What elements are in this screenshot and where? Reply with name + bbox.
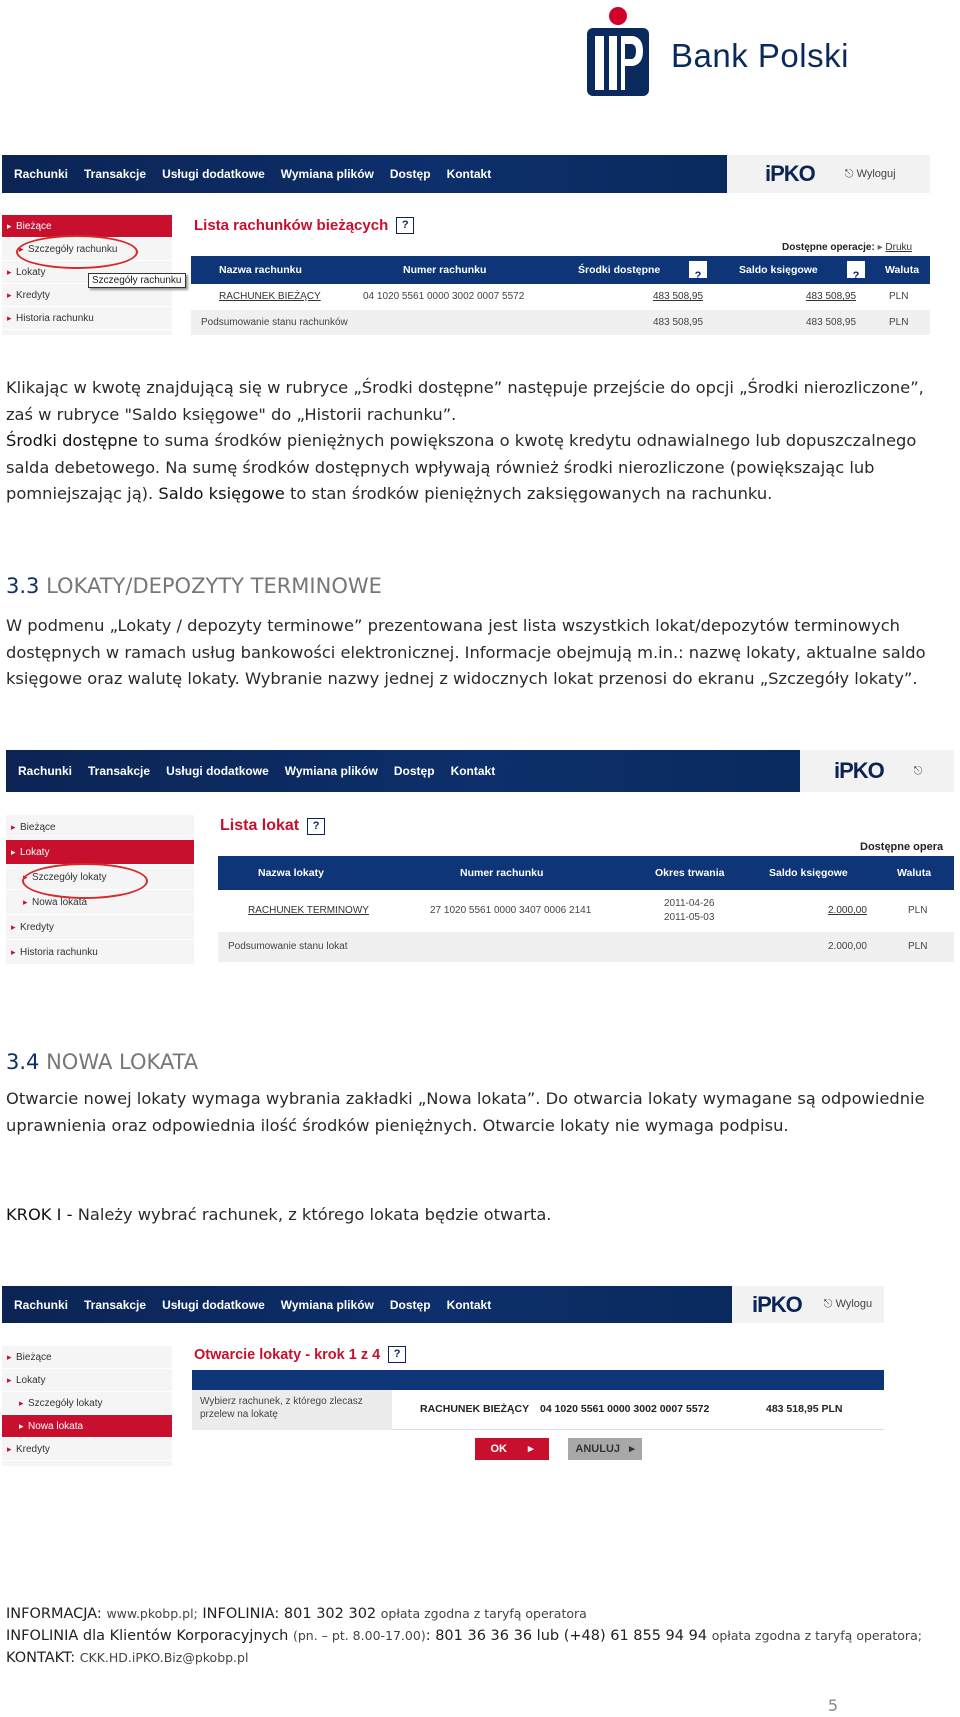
ok-button[interactable]: OK ▸ <box>475 1438 549 1460</box>
col-nazwa: Nazwa lokaty <box>258 867 324 879</box>
nav-kontakt[interactable]: Kontakt <box>450 764 496 778</box>
nav-uslugi[interactable]: Usługi dodatkowe <box>162 1297 265 1312</box>
paragraph-available-funds: Klikając w kwotę znajdującą się w rubryce „Środki dostępne” następuje przejście do opcji „Środki nierozliczone”, zaś w rubryce "Saldo księgowe" do „Historii rachunku”. Środki dostępne to suma środków pieniężnych powiększona o kwotę kredytu odnawialnego lub dopuszczalnego salda debetowego. Na sumę środków dostępnych wpływają również środki nierozliczone (powiększając lub pomniejszając ją). Saldo księgowe to stan środków pieniężnych zaksięgowanych na rachunku. <box>6 378 924 503</box>
nav-rachunki[interactable]: Rachunki <box>14 1297 69 1312</box>
footer-line-1: INFORMACJA: www.pkobp.pl; INFOLINIA: 801 302 302 opłata zgodna z taryfą operatora <box>6 1606 587 1622</box>
nav-rachunki[interactable]: Rachunki <box>18 764 73 778</box>
page-title: Lista rachunków bieżących ? <box>194 217 414 234</box>
nav-uslugi[interactable]: Usługi dodatkowe <box>166 764 269 778</box>
logout-link[interactable]: ⎋ Wyloguj <box>844 167 896 180</box>
step-one-instruction: KROK I - Należy wybrać rachunek, z którego lokata będzie otwarta. <box>6 1205 552 1224</box>
tooltip: Szczegóły rachunku <box>88 273 186 288</box>
menu-szczegoly-lokaty[interactable]: ▸ Szczegóły lokaty <box>2 1392 172 1415</box>
ipko-logo: iPKO <box>752 1291 802 1317</box>
table-header <box>191 256 930 284</box>
help-icon[interactable]: ? <box>689 261 707 278</box>
menu-historia[interactable]: ▸ Historia rachunku <box>2 307 172 330</box>
deposit-end-date: 2011-05-03 <box>664 912 715 923</box>
deposit-name-link[interactable]: RACHUNEK TERMINOWY <box>248 905 369 916</box>
help-icon[interactable]: ? <box>307 818 325 835</box>
currency: PLN <box>889 291 909 302</box>
table-row <box>191 284 930 310</box>
pko-emblem-icon <box>585 6 651 98</box>
help-icon[interactable]: ? <box>396 217 414 234</box>
bank-logo <box>585 6 849 98</box>
nav-kontakt[interactable]: Kontakt <box>446 1297 492 1312</box>
nav-dostep[interactable]: Dostęp <box>389 1297 431 1312</box>
paragraph-new-deposit: Otwarcie nowej lokaty wymaga wybrania zakładki „Nowa lokata”. Do otwarcia lokaty wymagane są odpowiednie uprawnienia oraz odpowiednia ilość środków pieniężnych. Otwarcie lokaty nie wymaga podpisu. <box>6 1089 925 1135</box>
summary-available: 483 508,95 <box>653 317 704 328</box>
nav-rachunki[interactable]: Rachunki <box>14 167 69 181</box>
summary-currency: PLN <box>889 317 909 328</box>
account-amount: 483 518,95 PLN <box>766 1403 843 1415</box>
side-menu <box>2 1346 172 1466</box>
menu-lokaty[interactable]: ▸ Lokaty <box>2 1369 172 1392</box>
keyword-srodki-dostepne: Środki dostępne <box>6 431 138 450</box>
deposit-account-number: 27 1020 5561 0000 3407 0006 2141 <box>430 905 592 916</box>
col-numer: Numer rachunku <box>460 867 544 879</box>
menu-kredyty[interactable]: ▸ Kredyty <box>2 1438 172 1461</box>
nav-wymiana[interactable]: Wymiana plików <box>284 764 378 778</box>
nav-transakcje[interactable]: Transakcje <box>84 1297 147 1312</box>
screenshot-open-deposit-step1 <box>2 1286 884 1466</box>
summary-balance: 483 508,95 <box>806 317 857 328</box>
account-number: 04 1020 5561 0000 3002 0007 5572 <box>540 1403 710 1415</box>
contact-email[interactable]: CKK.HD.iPKO.Biz@pkobp.pl <box>79 1650 249 1665</box>
top-navigation <box>6 750 800 792</box>
ipko-logo: iPKO <box>834 758 884 783</box>
footer <box>6 1603 946 1669</box>
deposit-start-date: 2011-04-26 <box>664 898 715 909</box>
print-link[interactable]: Druku <box>885 242 913 253</box>
help-icon[interactable]: ? <box>388 1346 406 1363</box>
nav-transakcje[interactable]: Transakcje <box>88 764 151 778</box>
nav-wymiana[interactable]: Wymiana plików <box>280 1297 374 1312</box>
deposit-currency: PLN <box>908 905 928 916</box>
highlight-ellipse <box>22 863 148 899</box>
select-account-label: Wybierz rachunek, z którego zlecasz przelew na lokatę <box>192 1390 392 1430</box>
nav-transakcje[interactable]: Transakcje <box>84 167 147 181</box>
ipko-bar <box>732 1286 884 1323</box>
summary-currency: PLN <box>908 941 928 952</box>
col-waluta: Waluta <box>885 264 920 276</box>
account-select-row <box>192 1390 884 1430</box>
summary-balance: 2.000,00 <box>828 941 867 952</box>
website-link[interactable]: www.pkobp.pl; <box>106 1606 198 1621</box>
menu-biezace[interactable]: ▸ Bieżące <box>2 215 172 238</box>
col-nazwa: Nazwa rachunku <box>219 264 302 276</box>
col-okres: Okres trwania <box>655 867 725 879</box>
page-title: Otwarcie lokaty - krok 1 z 4 ? <box>194 1346 406 1363</box>
section-heading-3-3: 3.3 LOKATY/DEPOZYTY TERMINOWE <box>6 574 382 598</box>
account-name-link[interactable]: RACHUNEK BIEŻĄCY <box>219 291 321 302</box>
screenshot-accounts-list <box>2 155 930 335</box>
nav-kontakt[interactable]: Kontakt <box>446 167 492 181</box>
top-navigation <box>2 1286 732 1323</box>
bank-name: Bank Polski <box>671 37 849 74</box>
menu-biezace[interactable]: ▸ Bieżące <box>6 815 194 840</box>
summary-row <box>191 310 930 335</box>
logout-icon[interactable]: ⎋ <box>913 764 923 777</box>
summary-label: Podsumowanie stanu lokat <box>228 941 348 952</box>
menu-kredyty[interactable]: ▸ Kredyty <box>2 284 172 307</box>
available-operations: Dostępne operacje: ▸ Druku <box>782 242 913 253</box>
nav-dostep[interactable]: Dostęp <box>393 764 435 778</box>
step-label: KROK I - <box>6 1205 73 1224</box>
account-number: 04 1020 5561 0000 3002 0007 5572 <box>363 291 525 302</box>
ipko-bar <box>800 750 954 792</box>
header-bar <box>192 1370 884 1390</box>
menu-lokaty[interactable]: ▸ Lokaty <box>2 261 172 284</box>
available-amount-link[interactable]: 483 508,95 <box>653 291 704 302</box>
keyword-saldo-ksiegowe: Saldo księgowe <box>158 484 285 503</box>
col-numer: Numer rachunku <box>403 264 487 276</box>
cancel-button[interactable]: ANULUJ ▸ <box>568 1438 642 1460</box>
col-srodki: Środki dostępne <box>578 264 661 276</box>
account-name[interactable]: RACHUNEK BIEŻĄCY <box>420 1403 530 1415</box>
paragraph-deposits: W podmenu „Lokaty / depozyty terminowe” prezentowana jest lista wszystkich lokat/depozytów terminowych dostępnych w ramach usług bankowości elektronicznej. Informacje obejmują m.in.: nazwę lokaty, aktualne saldo księgowe oraz walutę lokaty. Wybranie nazwy jednej z widocznych lokat przenosi do ekranu „Szczegóły lokaty”. <box>6 616 926 688</box>
menu-nowa-lokata[interactable]: ▸ Nowa lokata <box>6 890 194 915</box>
ipko-logo: iPKO <box>765 161 815 186</box>
available-operations: Dostępne opera <box>860 841 944 853</box>
nav-uslugi[interactable]: Usługi dodatkowe <box>162 167 265 181</box>
ipko-bar <box>727 155 930 193</box>
menu-historia[interactable]: ▸ Historia rachunku <box>6 940 194 965</box>
nav-wymiana[interactable]: Wymiana plików <box>280 167 374 181</box>
screenshot-deposits-list <box>6 750 954 965</box>
menu-kredyty[interactable]: ▸ Kredyty <box>6 915 194 940</box>
footer-line-2: INFOLINIA dla Klientów Korporacyjnych (pn. – pt. 8.00-17.00): 801 36 36 36 lub (+48) 61 855 94 94 opłata zgodna z taryfą operatora; KONTAKT: CKK.HD.iPKO.Biz@pkobp.pl <box>6 1628 922 1666</box>
col-waluta: Waluta <box>897 867 932 879</box>
deposit-balance-link[interactable]: 2.000,00 <box>828 905 867 916</box>
top-navigation <box>2 155 727 193</box>
page-title: Lista lokat ? <box>220 817 325 835</box>
nav-dostep[interactable]: Dostęp <box>389 167 431 181</box>
section-heading-3-4: 3.4 NOWA LOKATA <box>6 1050 199 1074</box>
menu-lokaty[interactable]: ▸ Lokaty <box>6 840 194 865</box>
col-saldo: Saldo księgowe <box>739 264 818 276</box>
help-icon[interactable]: ? <box>847 261 865 278</box>
summary-row <box>218 932 954 962</box>
logout-link[interactable]: ⎋ Wylogu <box>823 1298 873 1310</box>
table-row <box>218 890 954 932</box>
balance-amount-link[interactable]: 483 508,95 <box>806 291 857 302</box>
col-saldo: Saldo księgowe <box>769 867 848 879</box>
summary-label: Podsumowanie stanu rachunków <box>201 317 348 328</box>
highlight-ellipse <box>16 235 138 269</box>
menu-nowa-lokata[interactable]: ▸ Nowa lokata <box>2 1415 172 1438</box>
menu-szczegoly-lokaty[interactable]: ▸ Szczegóły lokaty <box>6 865 194 890</box>
menu-biezace[interactable]: ▸ Bieżące <box>2 1346 172 1369</box>
page-number: 5 <box>827 1696 838 1715</box>
menu-szczegoly-rachunku[interactable]: ▸ Szczegóły rachunku <box>2 238 172 261</box>
table-header <box>218 856 954 890</box>
